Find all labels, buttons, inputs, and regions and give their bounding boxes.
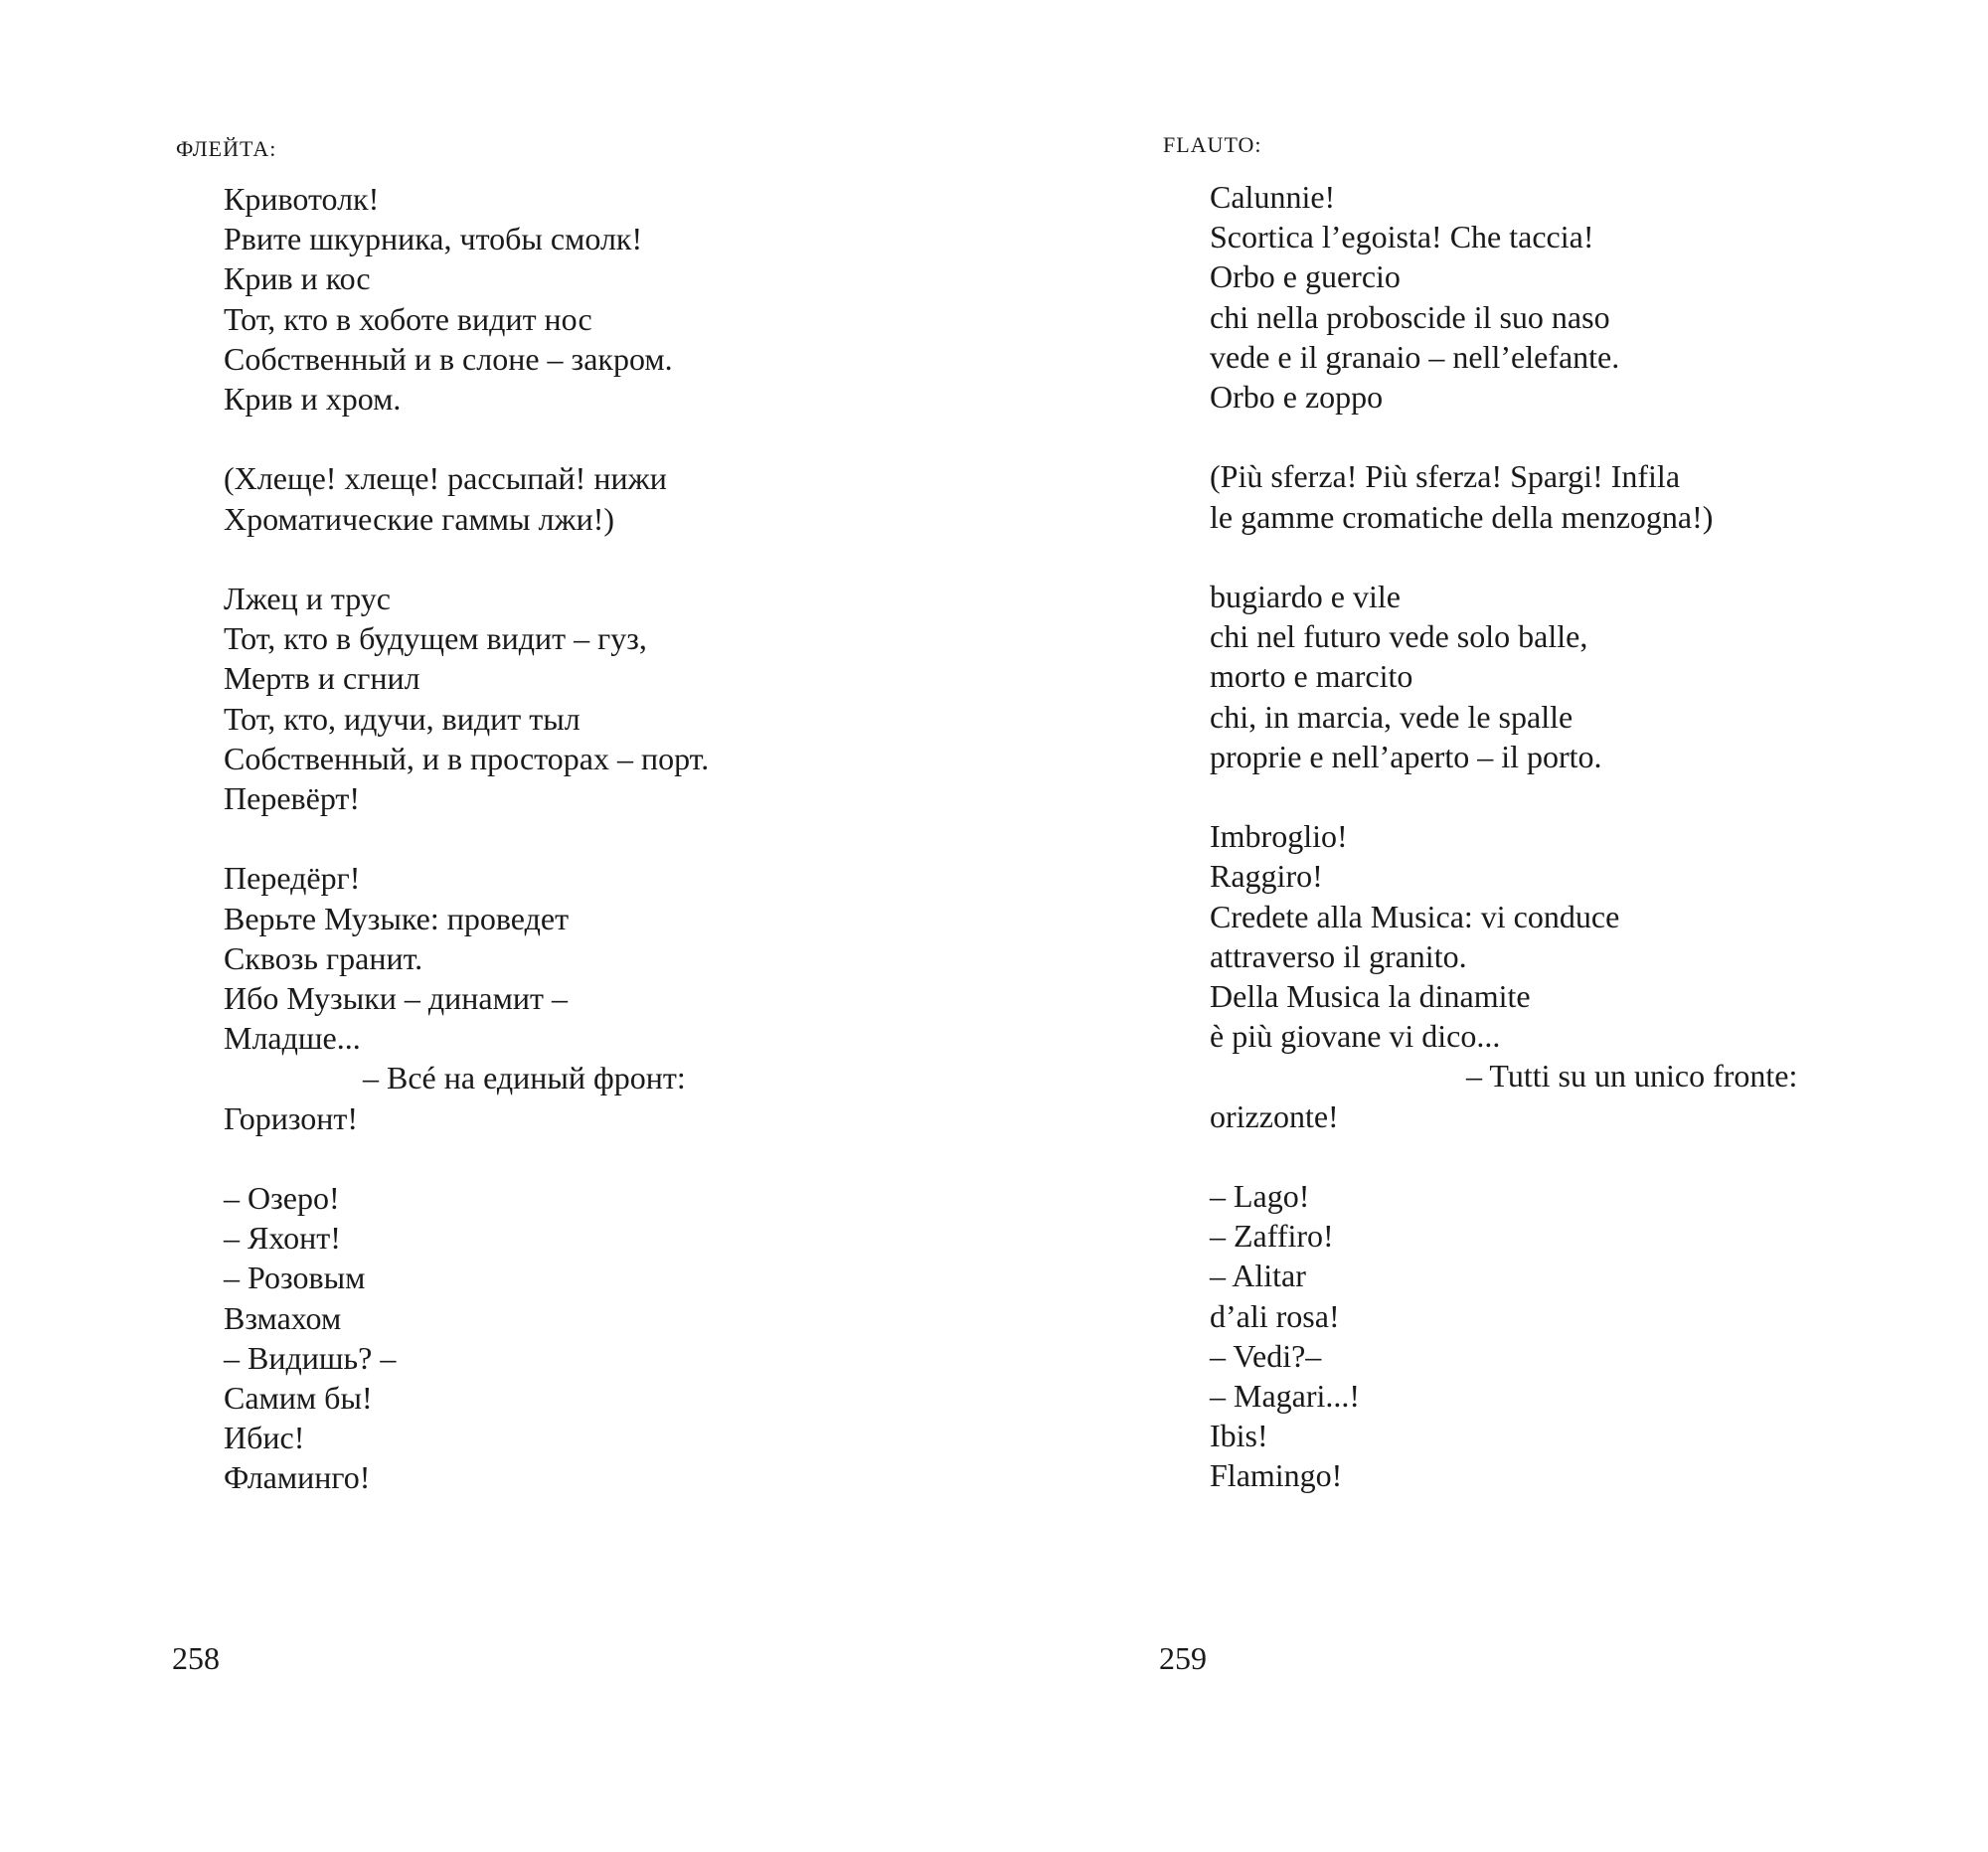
- poem-line: Хроматические гаммы лжи!): [224, 500, 615, 537]
- poem-line: Верьте Музыке: проведет: [224, 900, 570, 936]
- poem-line: Лжец и трус: [224, 581, 391, 616]
- poem-line: Рвите шкурника, чтобы смолк!: [224, 221, 643, 257]
- poem-line: Della Musica la dinamite: [1210, 978, 1531, 1015]
- poem-line: orizzonte!: [1210, 1097, 1339, 1134]
- poem-line: bugiardo e vile: [1210, 579, 1401, 614]
- poem-line: Тот, кто в будущем видит – гуз,: [224, 620, 647, 657]
- stanza-break: [224, 1138, 709, 1178]
- poem-line: Orbo e zoppo: [1210, 379, 1384, 416]
- poem-line: Кривотолк!: [224, 181, 380, 217]
- poem-line: – Lago!: [1210, 1178, 1310, 1215]
- poem-line: Взмахом: [224, 1299, 342, 1336]
- poem-line: chi nella proboscide il suo naso: [1210, 298, 1610, 335]
- poem-line: Тот, кто, идучи, видит тыл: [224, 700, 580, 737]
- poem-line: – Alitar: [1210, 1258, 1306, 1294]
- poem-line-indented: – Всé на единый фронт:: [363, 1060, 686, 1096]
- poem-line: Ibis!: [1210, 1418, 1268, 1454]
- poem-line: Calunnie!: [1210, 179, 1336, 215]
- poem-line: Тот, кто в хоботе видит нос: [224, 300, 592, 337]
- poem-line: (Più sferza! Più sferza! Spargi! Infila: [1210, 458, 1681, 495]
- stanza-break: [1210, 776, 1797, 816]
- poem-line: Крив и кос: [224, 260, 371, 297]
- poem-line: attraverso il granito.: [1210, 937, 1467, 974]
- poem-line: Младше...: [224, 1020, 361, 1057]
- poem-line: Крив и хром.: [224, 381, 402, 418]
- stanza-break: [1210, 537, 1797, 577]
- poem-line: Мертв и сгнил: [224, 660, 420, 697]
- poem-line: (Хлеще! хлеще! рассыпай! нижи: [224, 460, 667, 497]
- stanza-break: [224, 539, 709, 579]
- poem-line: vede e il granaio – nell’elefante.: [1210, 338, 1620, 375]
- poem-line: Горизонт!: [224, 1099, 359, 1136]
- poem-line: Перевёрт!: [224, 780, 361, 817]
- stanza-break: [224, 419, 709, 458]
- poem-text: [224, 179, 709, 1498]
- poem-line: chi nel futuro vede solo balle,: [1210, 618, 1588, 655]
- poem-line: morto e marcito: [1210, 658, 1413, 695]
- page-number: 259: [1159, 1640, 1207, 1676]
- poem-line-indented: – Tutti su un unico fronte:: [1466, 1058, 1798, 1094]
- poem-line: Imbroglio!: [1210, 818, 1348, 855]
- right-page: [994, 0, 1988, 1852]
- poem-line: – Zaffiro!: [1210, 1218, 1334, 1255]
- poem-text: [1210, 177, 1797, 1496]
- poem-line: proprie e nell’aperto – il porto.: [1210, 738, 1602, 774]
- poem-line: Сквозь гранит.: [224, 939, 423, 976]
- poem-line: Ибис!: [224, 1420, 305, 1456]
- poem-line: – Видишь? –: [224, 1339, 397, 1376]
- poem-line: chi, in marcia, vede le spalle: [1210, 698, 1574, 735]
- poem-line: d’ali rosa!: [1210, 1297, 1340, 1334]
- page-number: 258: [172, 1640, 220, 1676]
- poem-line: Orbo e guercio: [1210, 258, 1401, 295]
- poem-line: – Vedi?–: [1210, 1337, 1322, 1374]
- poem-line: – Розовым: [224, 1260, 366, 1296]
- speaker-label: ФЛЕЙТА:: [176, 136, 277, 161]
- stanza-break: [1210, 1136, 1797, 1176]
- poem-line: Credete alla Musica: vi conduce: [1210, 898, 1620, 934]
- poem-line: Scortica l’egoista! Che taccia!: [1210, 219, 1594, 255]
- poem-line: – Яхонт!: [224, 1220, 341, 1257]
- poem-line: è più giovane vi dico...: [1210, 1018, 1501, 1055]
- poem-line: – Озеро!: [224, 1180, 340, 1217]
- stanza-break: [1210, 417, 1797, 456]
- poem-line: Raggiro!: [1210, 858, 1323, 895]
- poem-line: – Magari...!: [1210, 1378, 1361, 1415]
- poem-line: Передёрг!: [224, 860, 361, 897]
- poem-line: le gamme cromatiche della menzogna!): [1210, 498, 1714, 535]
- poem-line: Ибо Музыки – динамит –: [224, 980, 568, 1017]
- poem-line: Собственный и в слоне – закром.: [224, 340, 673, 377]
- poem-line: Flamingo!: [1210, 1457, 1343, 1494]
- poem-line: Самим бы!: [224, 1380, 373, 1417]
- poem-line: Собственный, и в просторах – порт.: [224, 740, 710, 776]
- speaker-label: FLAUTO:: [1163, 132, 1262, 157]
- stanza-break: [224, 818, 709, 858]
- poem-line: Фламинго!: [224, 1459, 371, 1496]
